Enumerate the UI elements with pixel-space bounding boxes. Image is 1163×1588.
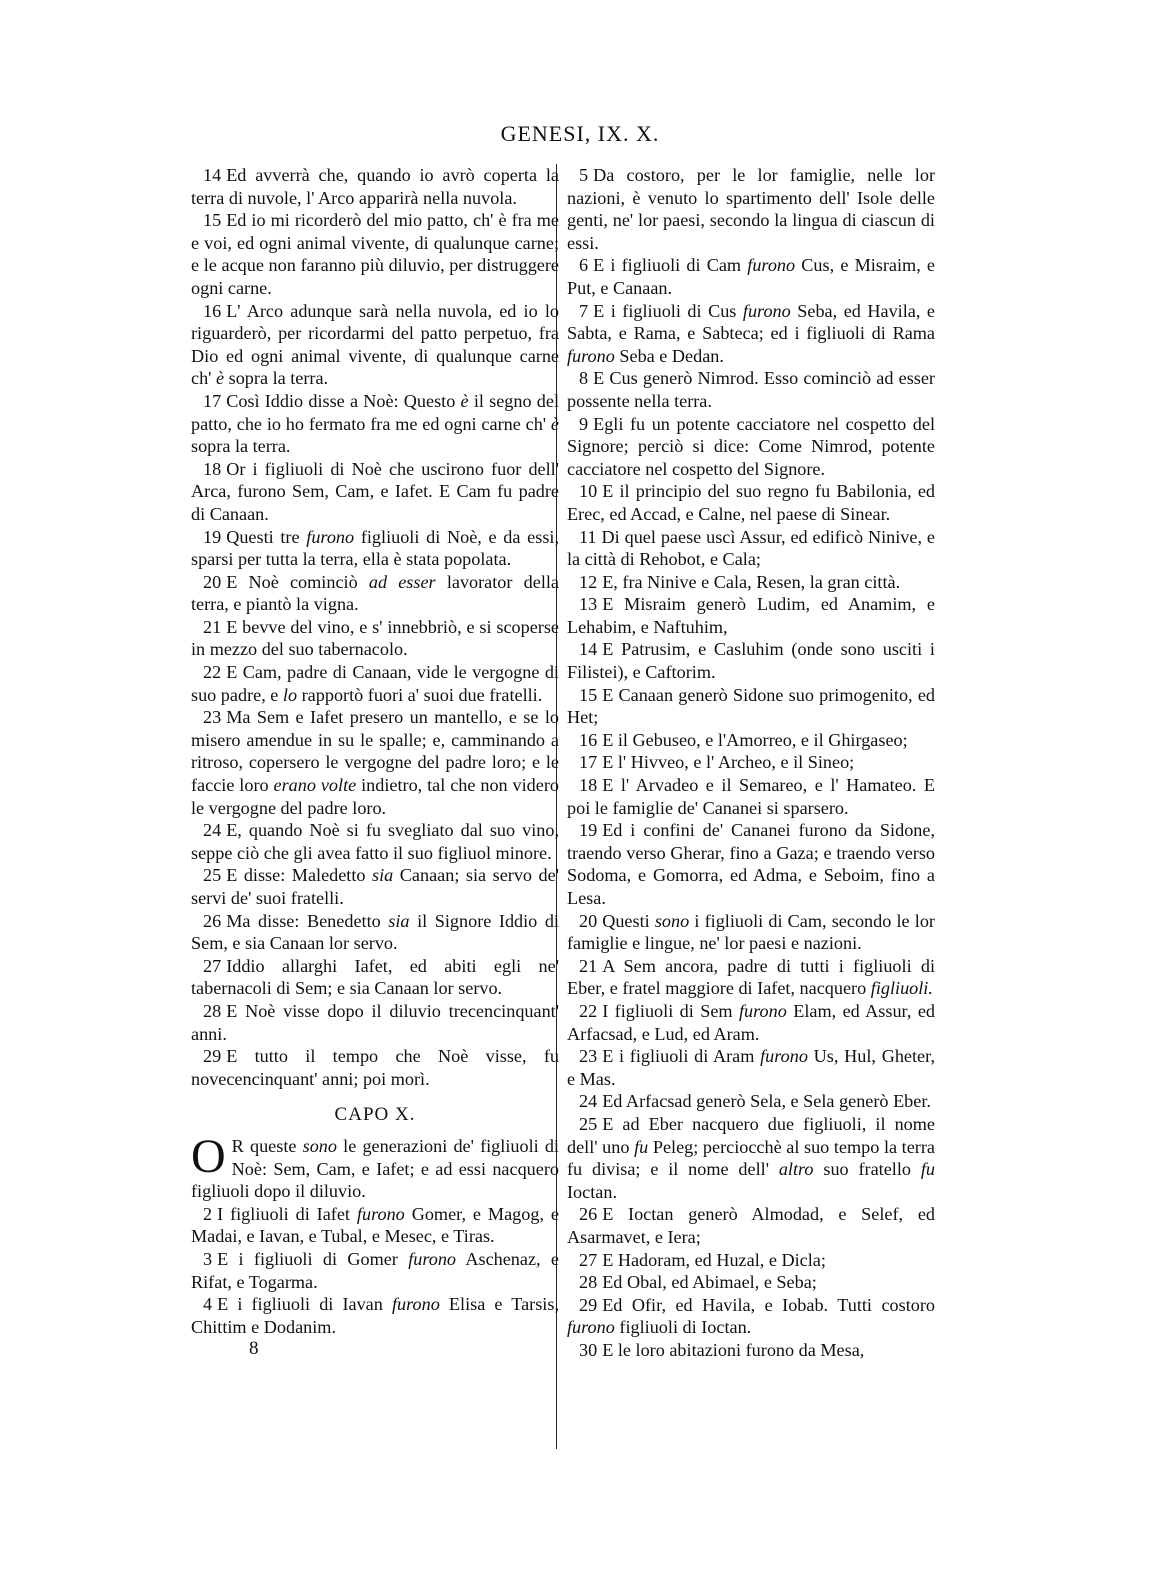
- verse: [567, 254, 935, 299]
- verse-number: 15: [579, 684, 598, 705]
- verse-text: Peleg; percioсchè al suo tempo la terra fu divisa; e il nome dell': [567, 1136, 935, 1180]
- page-number: 8: [249, 1338, 259, 1360]
- verse-number: 22: [579, 1000, 598, 1021]
- verse-number: 20: [579, 910, 598, 931]
- verse-number: 10: [579, 481, 598, 502]
- verse: [191, 526, 559, 571]
- verse-number: 25: [203, 865, 222, 886]
- verse-text: A Sem ancora, padre di tutti i figliuoli di Eber, e fratel maggiore di Iafet, nacquero: [567, 955, 935, 999]
- verse: [567, 1249, 935, 1272]
- verse-text: Di quel paese uscì Assur, ed edificò Ninive, e la città di Rehobot, e Cala;: [567, 526, 935, 570]
- verse-italic: lo: [282, 684, 298, 705]
- verse-text: Ioctan.: [567, 1181, 617, 1202]
- verse-number: 2: [203, 1203, 213, 1224]
- verse: [567, 638, 935, 683]
- verse-text: E il Gebuseo, e l'Amorreo, e il Ghirgaseo;: [602, 729, 908, 750]
- verse: [567, 819, 935, 909]
- verse-number: 19: [579, 820, 598, 841]
- verse-number: 24: [579, 1091, 598, 1112]
- verse: [191, 864, 559, 909]
- verse-number: 16: [203, 300, 222, 321]
- verse-text: E il principio del suo regno fu Babilonia, ed Erec, ed Accad, e Calne, nel paese di Sinear.: [567, 481, 935, 524]
- verse-text: figliuoli di Noè, e da essi, sparsi per tutta la terra, ella è stata popolata.: [191, 526, 559, 570]
- verse-text: E i figliuoli di Cus: [593, 300, 743, 321]
- verse: [191, 164, 559, 209]
- verse-italic: fu: [920, 1159, 935, 1180]
- verse-italic: è: [550, 413, 559, 434]
- verse: [567, 164, 935, 254]
- verse-italic: altro: [778, 1159, 814, 1180]
- verse: [567, 300, 935, 368]
- verse-number: 19: [203, 526, 222, 547]
- verse-text: rapportò fuori a' suoi due fratelli.: [297, 684, 543, 705]
- verse: [191, 209, 559, 299]
- right-column: [567, 164, 935, 1361]
- verse-italic: erano volte: [273, 775, 357, 796]
- verse-text: E Canaan generò Sidone suo primogenito, ed Het;: [567, 684, 935, 728]
- verse: [191, 706, 559, 819]
- verse-text: E Noè visse dopo il diluvio trecencinquant' anni.: [191, 1000, 559, 1044]
- verse-italic: fu: [634, 1136, 649, 1157]
- verse-italic: furono: [306, 526, 355, 547]
- verse-text: E i figliuoli di Iavan: [217, 1294, 392, 1315]
- verse: [567, 684, 935, 729]
- verse-italic: furono: [747, 255, 796, 276]
- verse-number: 22: [203, 662, 222, 683]
- verse-number: 21: [579, 955, 598, 976]
- verse-text: Aschenaz, e Rifat, e Togarma.: [191, 1248, 560, 1292]
- verse-number: 20: [203, 571, 222, 592]
- verse-text: suo fratello: [813, 1159, 921, 1180]
- verse-text: E tutto il tempo che Noè visse, fu novecencinquant' anni; poi morì.: [191, 1046, 559, 1089]
- verse-number: 15: [203, 210, 222, 231]
- verse: [567, 480, 935, 525]
- verse-italic: sia: [388, 910, 410, 931]
- verse-number: 17: [203, 390, 222, 411]
- verse-number: 27: [203, 955, 222, 976]
- verse: [191, 390, 559, 458]
- verse-text: E Noè cominciò: [226, 571, 369, 592]
- verse: [567, 1294, 935, 1339]
- verse-text: Da costoro, per le lor famiglie, nelle lor nazioni, è venuto lo spartimento dell' Isole delle genti, ne' lor paesi, secondo la lingua di ciascun di essi.: [567, 165, 935, 253]
- verse-number: 3: [203, 1248, 213, 1269]
- verse-italic: figliuoli.: [870, 978, 933, 999]
- verse: [191, 910, 559, 955]
- verse: [191, 1203, 559, 1248]
- verse: [191, 1000, 559, 1045]
- verse-text: Ed Ofir, ed Havila, e Iobab. Tutti costoro: [602, 1294, 935, 1315]
- verse-text: E Ioctan generò Almodad, e Selef, ed Asarmavet, e Iera;: [567, 1204, 935, 1247]
- verse-italic: sono: [302, 1135, 337, 1156]
- verse-text: E, quando Noè si fu svegliato dal suo vino, seppe ciò che gli avea fatto il suo figliuol minore.: [191, 820, 559, 863]
- verse-italic: sono: [654, 910, 690, 931]
- verse-number: 14: [579, 639, 598, 660]
- verse-number: 6: [579, 255, 589, 276]
- verse-number: 17: [579, 752, 598, 773]
- verse-text: E l' Arvadeo e il Semareo, e l' Hamateo. E poi le famiglie de' Cananei si sparsero.: [567, 775, 935, 818]
- verse-number: 24: [203, 820, 222, 841]
- verse: [567, 774, 935, 819]
- verse-text: le generazioni de' figliuoli di Noè: Sem, Cam, e Iafet; e ad essi nacquero figliuoli dopo il diluvio.: [191, 1135, 559, 1202]
- verse-text: Ed io mi ricorderò del mio patto, ch' è fra me e voi, ed ogni animal vivente, di qualunque carne; e le acque non faranno più diluvio, per distruggere ogni carne.: [191, 210, 559, 298]
- verse-text: E Patrusim, e Casluhim (onde sono usciti i Filistei), e Caftorim.: [567, 639, 935, 683]
- verse: [191, 1045, 559, 1090]
- verse: [567, 955, 935, 1000]
- verse: [567, 593, 935, 638]
- verse-text: sopra la terra.: [191, 436, 291, 457]
- verse-text: E i figliuoli di Cam: [593, 255, 748, 276]
- verse-number: 16: [579, 729, 598, 750]
- verse-italic: furono: [742, 300, 791, 321]
- verse-text: Us, Hul, Gheter, e Mas.: [567, 1046, 935, 1089]
- verse-text: E, fra Ninive e Cala, Resen, la gran città.: [602, 571, 901, 592]
- verse: [191, 819, 559, 864]
- verse-italic: furono: [567, 345, 615, 366]
- verse-text: Cus, e Misraim, e Put, e Canaan.: [567, 255, 935, 298]
- verse-number: 26: [579, 1204, 598, 1225]
- verse-number: 13: [579, 594, 598, 615]
- verse: [567, 1203, 935, 1248]
- verse-text: Ma disse: Benedetto: [226, 910, 389, 931]
- verse-text: E Cam, padre di Canaan, vide le vergogne di suo padre, e: [191, 662, 559, 705]
- verse-text: E Misraim generò Ludim, ed Anamim, e Lehabim, e Naftuhim,: [567, 594, 935, 637]
- verse-number: 9: [579, 413, 589, 434]
- verse-italic: sia: [372, 865, 394, 886]
- verse-text: Canaan; sia servo de' servi de' suoi fratelli.: [191, 865, 559, 908]
- verse: [191, 1248, 559, 1293]
- verse-number: 29: [579, 1294, 598, 1315]
- verse: [567, 910, 935, 955]
- verse: [191, 616, 559, 661]
- verse-number: 18: [203, 458, 222, 479]
- verse: [191, 458, 559, 526]
- verse-text: Seba, ed Havila, e Sabta, e Rama, e Sabteca; ed i figliuoli di Rama: [567, 300, 935, 344]
- verse-text: Ed i confini de' Cananei furono da Sidone, traendo verso Gherar, fino a Gaza; e traendo verso Sodoma, e Gomorra, ed Adma, e Seboim, fino a Lesa.: [567, 820, 935, 908]
- verse-text: sopra la terra.: [224, 368, 329, 389]
- left-column: [191, 164, 559, 1361]
- verse-text: E bevve del vino, e s' innebbriò, e si scoperse in mezzo del suo tabernacolo.: [191, 616, 559, 660]
- verse-number: 23: [203, 707, 222, 728]
- verse-text: R queste: [231, 1135, 303, 1156]
- verse-text: E l' Hivveo, e l' Archeo, e il Sineo;: [602, 752, 855, 773]
- verse-text: Elisa e Tarsis, Chittim e Dodanim.: [191, 1294, 559, 1337]
- verse-number: 5: [579, 165, 589, 185]
- verse-number: 21: [203, 616, 222, 637]
- verse-text: E ad Eber nacquero due figliuoli, il nome dell' uno: [567, 1113, 935, 1157]
- verse: [567, 1271, 935, 1294]
- verse-italic: furono: [408, 1248, 457, 1269]
- verse: [567, 413, 935, 481]
- verse: [567, 571, 935, 594]
- verse-text: I figliuoli di Sem: [602, 1000, 739, 1021]
- verse-italic: furono: [567, 1317, 615, 1338]
- verse-text: Ed Obal, ed Abimael, e Seba;: [602, 1272, 817, 1293]
- verse-number: 27: [579, 1249, 598, 1270]
- verse-text: E disse: Maledetto: [226, 865, 373, 886]
- verse-text: E Cus generò Nimrod. Esso cominciò ad esser possente nella terra.: [567, 368, 935, 411]
- verse-text: Questi: [602, 910, 655, 931]
- verse-text: L' Arco adunque sarà nella nuvola, ed io lo riguarderò, per ricordarmi del patto perpetuo, fra Dio ed ogni animal vivente, di qualunque carne ch': [191, 300, 559, 389]
- verse-text: indietro, tal che non videro le vergogne del padre loro.: [191, 775, 560, 818]
- verse-text: Gomer, e Magog, e Madai, e Iavan, e Tubal, e Mesec, e Tiras.: [191, 1203, 560, 1247]
- chapter-opening: [191, 1129, 559, 1203]
- verse-text: I figliuoli di Iafet: [217, 1203, 357, 1224]
- verse-text: E i figliuoli di Aram: [602, 1046, 761, 1067]
- verse-italic: furono: [356, 1203, 405, 1224]
- verse-italic: furono: [738, 1000, 787, 1021]
- verse: [567, 751, 935, 774]
- verse-text: Egli fu un potente cacciatore nel cospetto del Signore; perciò si dice: Come Nimrod, potente cacciatore nel cospetto del Signore.: [567, 413, 935, 479]
- verse-text: E le loro abitazioni furono da Mesa,: [602, 1339, 865, 1360]
- verse-text: Or i figliuoli di Noè che uscirono fuor dell' Arca, furono Sem, Cam, e Iafet. E Cam fu padre di Canaan.: [191, 458, 559, 524]
- verse: [567, 729, 935, 752]
- verse-text: Ed avverrà che, quando io avrò coperta la terra di nuvole, l' Arco apparirà nella nuvola.: [191, 165, 559, 208]
- verse-number: 7: [579, 300, 589, 321]
- verse-text: Seba e Dedan.: [614, 345, 724, 366]
- running-title: GENESI, IX. X.: [500, 121, 660, 146]
- verse-number: 4: [203, 1294, 213, 1315]
- verse-text: Elam, ed Assur, ed Arfacsad, e Lud, ed Aram.: [567, 1000, 935, 1044]
- verse-italic: è: [460, 390, 469, 411]
- chapter-heading: CAPO X.: [334, 1104, 416, 1126]
- verse-text: Ma Sem e Iafet presero un mantello, e se lo misero amendue in su le spalle; e, camminando a ritroso, copersero le vergogne del padre loro; e le faccie loro: [191, 707, 559, 796]
- verse-text: Ed Arfacsad generò Sela, e Sela generò Eber.: [602, 1091, 931, 1112]
- verse-number: 28: [203, 1000, 222, 1021]
- verse: [567, 526, 935, 571]
- verse-text: Iddio allarghi Iafet, ed abiti egli ne' tabernacoli di Sem; e sia Canaan lor servo.: [191, 955, 559, 999]
- verse: [567, 1090, 935, 1113]
- verse: [191, 571, 559, 616]
- verse: [567, 367, 935, 412]
- drop-cap: O: [191, 1129, 226, 1183]
- verse: [191, 1293, 559, 1338]
- verse: [191, 955, 559, 1000]
- verse-text: il segno del patto, che io ho fermato fra me ed ogni carne ch': [191, 390, 559, 434]
- verse-italic: ad esser: [368, 571, 436, 592]
- verse: [567, 1339, 935, 1362]
- verse-number: 28: [579, 1272, 598, 1293]
- verse-italic: furono: [391, 1294, 440, 1315]
- verse-number: 14: [203, 165, 222, 185]
- verse: [191, 300, 559, 390]
- verse-number: 29: [203, 1046, 222, 1067]
- verse-text: il Signore Iddio di Sem, e sia Canaan lor servo.: [191, 910, 559, 954]
- verse-text: i figliuoli di Cam, secondo le lor famiglie e lingue, ne' lor paesi e nazioni.: [567, 910, 935, 954]
- verse: [567, 1113, 935, 1203]
- verse-number: 12: [579, 571, 598, 592]
- verse-text: Questi tre: [226, 526, 307, 547]
- verse-text: Così Iddio disse a Noè: Questo: [226, 390, 461, 411]
- verse-number: 18: [579, 775, 598, 796]
- verse-text: E Hadoram, ed Huzal, e Dicla;: [602, 1249, 826, 1270]
- verse-text: figliuoli di Ioctan.: [614, 1317, 752, 1338]
- verse-number: 26: [203, 910, 222, 931]
- verse: [567, 1000, 935, 1045]
- verse: [191, 661, 559, 706]
- verse: [567, 1045, 935, 1090]
- verse-number: 25: [579, 1113, 598, 1134]
- verse-number: 30: [579, 1339, 598, 1360]
- verse-text: E i figliuoli di Gomer: [217, 1248, 409, 1269]
- verse-number: 23: [579, 1046, 598, 1067]
- verse-italic: furono: [760, 1046, 808, 1067]
- verse-italic: è: [216, 368, 225, 389]
- verse-text: lavorator della terra, e piantò la vigna.: [191, 571, 559, 615]
- verse-number: 11: [579, 526, 597, 547]
- verse-number: 8: [579, 368, 589, 389]
